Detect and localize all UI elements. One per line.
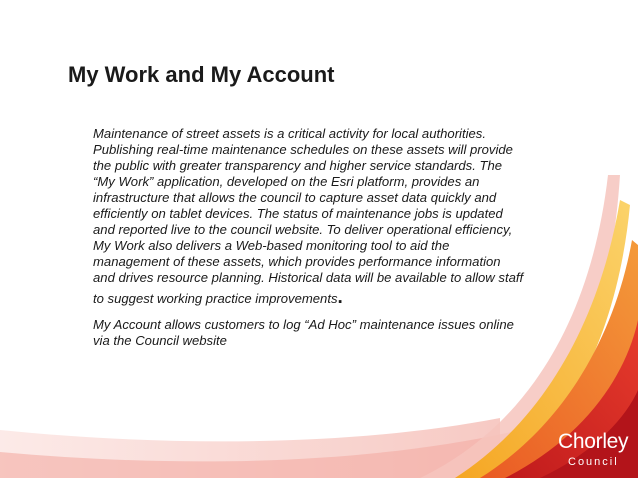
paragraph-line: Publishing real-time maintenance schedules on these assets will provide bbox=[93, 142, 513, 157]
paragraph-line: via the Council website bbox=[93, 333, 227, 348]
paragraph-line: My Work also delivers a Web-based monitoring tool to aid the bbox=[93, 238, 450, 253]
paragraph-line: and reported live to the council website. To deliver operational efficiency, bbox=[93, 222, 513, 237]
paragraph-my-work bbox=[93, 126, 573, 307]
logo-name: Chorley bbox=[558, 430, 629, 453]
paragraph-line: My Account allows customers to log “Ad Hoc” maintenance issues online bbox=[93, 317, 514, 332]
paragraph-line: Maintenance of street assets is a critical activity for local authorities. bbox=[93, 126, 486, 141]
paragraph-line: and drives resource planning. Historical data will be available to allow staff bbox=[93, 270, 524, 285]
logo-subtitle: Council bbox=[568, 456, 619, 468]
slide-body bbox=[93, 126, 573, 349]
paragraph-last-line-text: to suggest working practice improvements bbox=[93, 291, 338, 306]
chorley-council-logo bbox=[556, 430, 634, 474]
paragraph-line: efficiently on tablet devices. The status of maintenance jobs is updated bbox=[93, 206, 503, 221]
paragraph-line: infrastructure that allows the council to capture asset data quickly and bbox=[93, 190, 497, 205]
paragraph-line: the public with greater transparency and higher service standards. The bbox=[93, 158, 503, 173]
paragraph-end-mark: . bbox=[337, 287, 343, 308]
paragraph-my-account bbox=[93, 317, 573, 349]
paragraph-line: “My Work” application, developed on the Esri platform, provides an bbox=[93, 174, 480, 189]
slide-title: My Work and My Account bbox=[68, 62, 335, 87]
paragraph-line: management of these assets, which provides performance information bbox=[93, 254, 501, 269]
paragraph-last-line bbox=[93, 287, 573, 308]
